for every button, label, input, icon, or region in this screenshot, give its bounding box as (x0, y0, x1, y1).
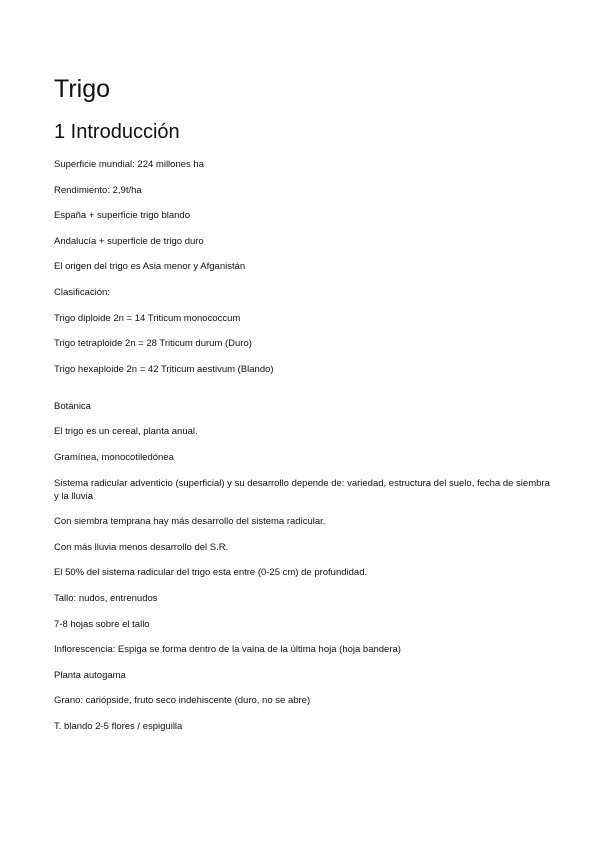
text-line: El 50% del sistema radicular del trigo esta entre (0-25 cm) de profundidad. (54, 567, 368, 579)
text-line: Superficie mundial: 224 millones ha (54, 159, 204, 170)
text-line: Grano: cariópside, fruto seco indehiscente (duro, no se abre) (54, 695, 311, 707)
text-line: Gramínea, monocotiledónea (54, 451, 174, 463)
text-line: España + superficie trigo blando (54, 210, 190, 222)
text-line: 7-8 hojas sobre el tallo (54, 618, 150, 630)
text-line: El trigo es un cereal, planta anual. (54, 426, 198, 438)
text-line: T. blando 2-5 flores / espiguilla (54, 720, 183, 732)
text-line: Trigo tetraploide 2n = 28 Triticum durum (Duro) (54, 338, 252, 350)
text-line: Trigo diploide 2n = 14 Triticum monococcum (54, 312, 241, 324)
text-line: Planta autogama (54, 669, 126, 681)
document-body (54, 158, 554, 745)
text-line: Andalucía + superficie de trigo duro (54, 235, 204, 247)
text-line: Rendimiento: 2,9t/ha (54, 184, 142, 196)
text-line: Con siembra temprana hay más desarrollo del sistema radicular. (54, 516, 326, 528)
text-line: Sistema radicular adventicio (superficial) y su desarrollo depende de: variedad, estructura del suelo, fecha de siembra y la lluvia (54, 477, 550, 502)
text-line: El origen del trigo es Asia menor y Afganistán (54, 261, 246, 273)
section-heading: 1 Introducción (54, 121, 180, 143)
text-line: Tallo: nudos, entrenudos (54, 592, 158, 604)
text-line: Con más lluvia menos desarrollo del S.R. (54, 541, 229, 553)
text-line: Clasificación: (54, 286, 110, 298)
document-title: Trigo (54, 75, 111, 103)
text-line: Trigo hexaploide 2n = 42 Triticum aestivum (Blando) (54, 363, 274, 375)
subsection-heading: Botánica (54, 400, 91, 412)
text-line: Inflorescencia: Espiga se forma dentro de la vaina de la última hoja (hoja bandera) (54, 644, 401, 656)
